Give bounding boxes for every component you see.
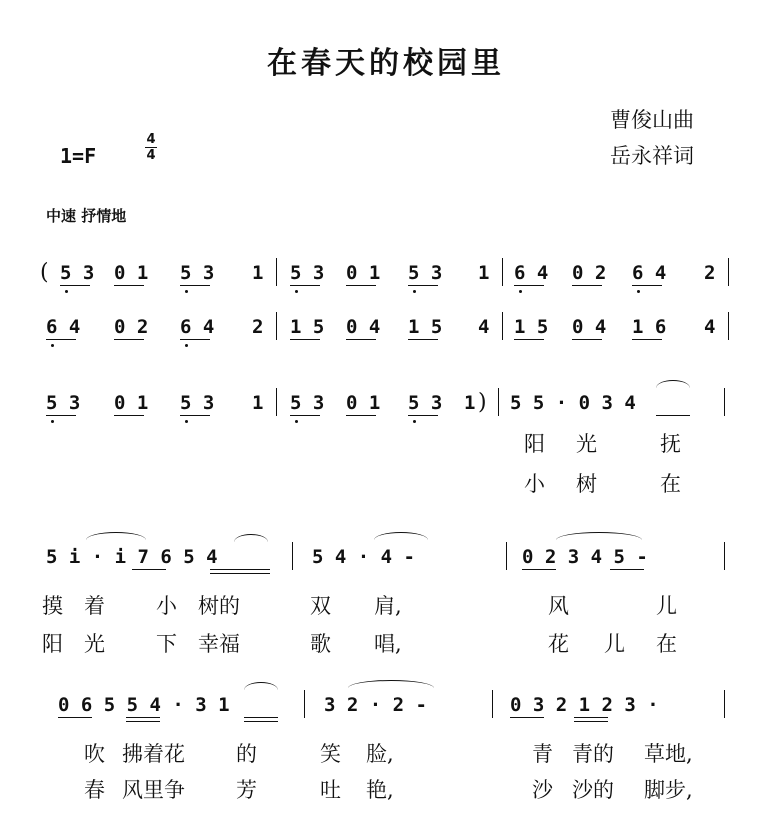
lyric: 春 <box>84 778 105 802</box>
barline <box>276 258 277 286</box>
open-paren: ( <box>40 260 49 285</box>
note-group: 3 2 · 2 - <box>324 694 427 716</box>
note-group: 6 4 <box>632 262 667 284</box>
note-group: 0 3 2 1 2 3 · <box>510 694 659 716</box>
lyric: 小 <box>156 594 177 618</box>
lyric: 唱, <box>374 632 402 656</box>
lyric: 儿 <box>656 594 677 618</box>
barline <box>276 312 277 340</box>
note-group: 0 2 <box>114 316 149 338</box>
note-group: 0 1 <box>346 262 381 284</box>
lyric: 沙 <box>532 778 553 802</box>
note-group: 5 3 <box>180 392 215 414</box>
note-group: 1 5 <box>290 316 325 338</box>
lyric: 抚 <box>660 432 681 456</box>
lyric: 青 <box>532 742 553 766</box>
lyric: 在 <box>656 632 677 656</box>
lyric: 儿 <box>604 632 625 656</box>
intro-line-3 <box>36 392 736 432</box>
lyric: 芳 <box>236 778 257 802</box>
note-group: 5 4 · 4 - <box>312 546 415 568</box>
note-group: 0 2 <box>572 262 607 284</box>
note-group: 2 <box>704 262 716 284</box>
note-group: 6 4 <box>514 262 549 284</box>
lyric: 吹 <box>84 742 105 766</box>
lyric: 风里争 <box>122 778 185 802</box>
lyric: 脸, <box>366 742 394 766</box>
lyricist-credit: 岳永祥词 <box>610 144 694 168</box>
note-group: 6 4 <box>46 316 81 338</box>
note-group: 1 5 <box>408 316 443 338</box>
lyric: 阳 <box>524 432 545 456</box>
melody-line-4 <box>36 546 736 586</box>
lyric: 沙的 <box>572 778 614 802</box>
melody-pickup: 5 5 · 0 3 4 <box>510 392 636 414</box>
note-group: 0 4 <box>346 316 381 338</box>
note-group: 5 3 <box>408 392 443 414</box>
barline <box>728 312 729 340</box>
note-group: 1 <box>252 262 264 284</box>
barline <box>728 258 729 286</box>
note-group: 0 1 <box>114 262 149 284</box>
note-group: 5 3 <box>46 392 81 414</box>
lyric: 下 <box>156 632 177 656</box>
lyric: 双 <box>310 594 331 618</box>
lyric: 脚步, <box>644 778 693 802</box>
lyric: 小 <box>524 472 545 496</box>
note-group: 0 1 <box>114 392 149 414</box>
lyric: 风 <box>548 594 569 618</box>
barline <box>304 690 305 718</box>
note-group: 5 3 <box>290 262 325 284</box>
barline <box>292 542 293 570</box>
tempo-marking: 中速 抒情地 <box>46 207 127 225</box>
song-title: 在春天的校园里 <box>267 46 505 81</box>
barline <box>506 542 507 570</box>
lyric: 花 <box>548 632 569 656</box>
lyric: 摸 <box>42 594 63 618</box>
note-group: 4 <box>704 316 716 338</box>
lyric: 笑 <box>320 742 341 766</box>
note-group: 0 2 3 4 5 - <box>522 546 648 568</box>
note-group: 1 5 <box>514 316 549 338</box>
note-group: 4 <box>478 316 490 338</box>
note-group: 1 <box>464 392 476 414</box>
barline <box>502 312 503 340</box>
meter-denominator: 4 <box>146 148 156 163</box>
note-group: 5 3 <box>408 262 443 284</box>
note-group: 5 3 <box>290 392 325 414</box>
note-group: 2 <box>252 316 264 338</box>
lyric: 树的 <box>198 594 240 618</box>
note-group: 5 3 <box>60 262 95 284</box>
barline <box>276 388 277 416</box>
meter-numerator: 4 <box>146 132 156 147</box>
lyric: 光 <box>576 432 597 456</box>
barline <box>498 388 499 416</box>
note-group: 1 <box>478 262 490 284</box>
barline <box>724 690 725 718</box>
composer-credit: 曹俊山曲 <box>610 108 694 132</box>
intro-line-1 <box>36 262 736 302</box>
lyric: 在 <box>660 472 681 496</box>
key-signature: 1=F <box>60 144 97 168</box>
lyric: 着 <box>84 594 105 618</box>
lyric: 肩, <box>374 594 402 618</box>
lyric: 草地, <box>644 742 693 766</box>
lyric: 幸福 <box>198 632 240 656</box>
lyric: 阳 <box>42 632 63 656</box>
lyric: 光 <box>84 632 105 656</box>
lyric: 吐 <box>320 778 341 802</box>
lyric: 拂着花 <box>122 742 185 766</box>
note-group: 6 4 <box>180 316 215 338</box>
lyric: 青的 <box>572 742 614 766</box>
note-group: 0 1 <box>346 392 381 414</box>
lyric: 歌 <box>310 632 331 656</box>
note-group: 0 6 5 5 4 · 3 1 <box>58 694 230 716</box>
lyric: 艳, <box>366 778 394 802</box>
note-group: 1 6 <box>632 316 667 338</box>
note-group: 0 4 <box>572 316 607 338</box>
note-group: 5 3 <box>180 262 215 284</box>
note-group: 5 i · i 7 6 5 4 <box>46 546 218 568</box>
lyric: 树 <box>576 472 597 496</box>
lyric: 的 <box>236 742 257 766</box>
note-group: 1 <box>252 392 264 414</box>
barline <box>724 542 725 570</box>
barline <box>502 258 503 286</box>
close-paren: ) <box>478 390 487 415</box>
barline <box>724 388 725 416</box>
melody-line-5 <box>36 694 736 734</box>
intro-line-2 <box>36 316 736 356</box>
barline <box>492 690 493 718</box>
time-signature <box>145 133 157 162</box>
